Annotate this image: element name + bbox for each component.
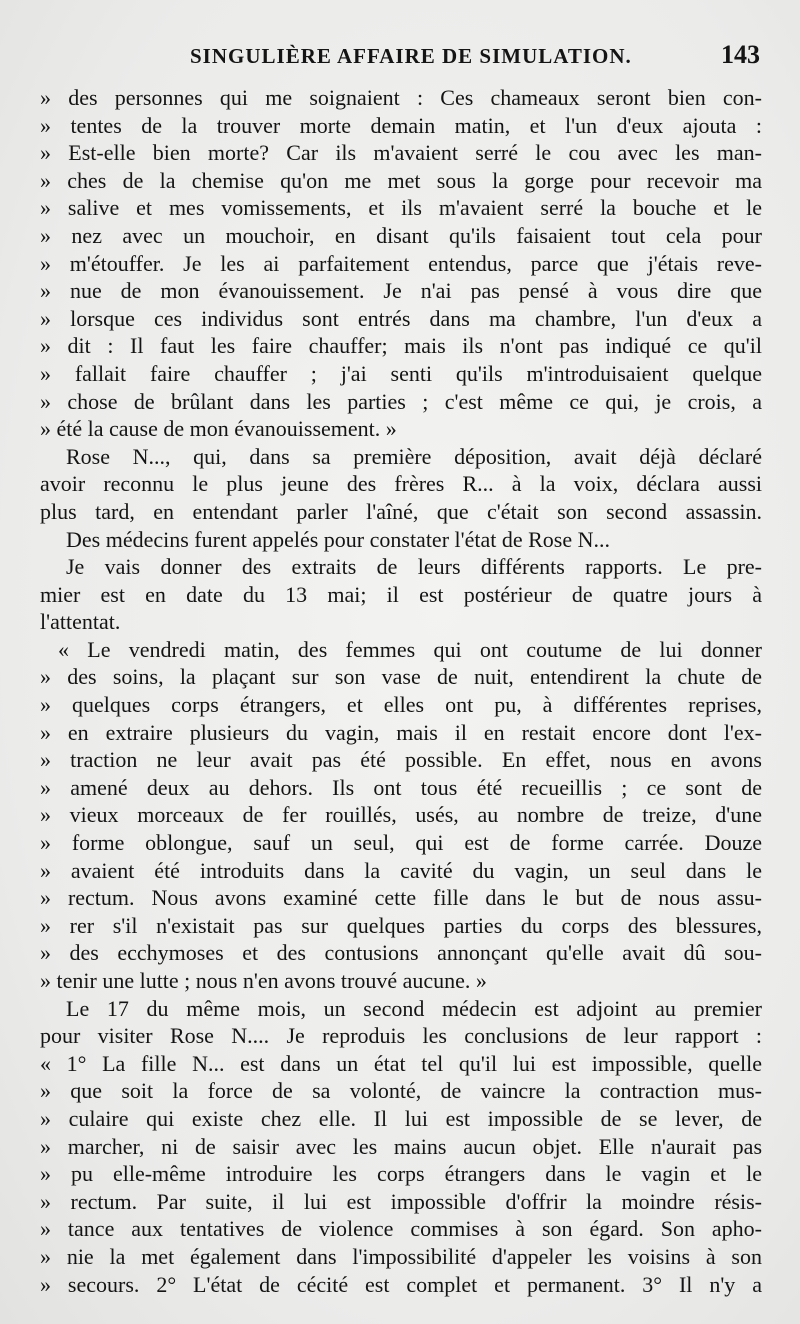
text-line: plus tard, en entendant parler l'aîné, que c'était son second assassin. bbox=[40, 498, 762, 524]
text-line: » nez avec un mouchoir, en disant qu'ils faisaient tout cela pour bbox=[40, 222, 762, 248]
text-line: » vieux morceaux de fer rouillés, usés, au nombre de treize, d'une bbox=[40, 802, 762, 828]
text-line: » traction ne leur avait pas été possible. En effet, nous en avons bbox=[40, 747, 762, 773]
text-line: mier est en date du 13 mai; il est postérieur de quatre jours à bbox=[40, 581, 762, 607]
text-line: » des soins, la plaçant sur son vase de nuit, entendirent la chute de bbox=[40, 664, 762, 690]
text-line: » chose de brûlant dans les parties ; c'est même ce qui, je crois, a bbox=[40, 388, 762, 414]
text-line: » tance aux tentatives de violence commises à son égard. Son apho- bbox=[40, 1216, 762, 1242]
text-line: » tentes de la trouver morte demain matin, et l'un d'eux ajouta : bbox=[40, 112, 762, 138]
text-line: » nue de mon évanouissement. Je n'ai pas pensé à vous dire que bbox=[40, 278, 762, 304]
text-line: Le 17 du même mois, un second médecin est adjoint au premier bbox=[66, 995, 762, 1021]
text-line: » culaire qui existe chez elle. Il lui est impossible de se lever, de bbox=[40, 1105, 762, 1131]
text-line: l'attentat. bbox=[40, 609, 121, 635]
page-number: 143 bbox=[721, 40, 760, 69]
text-line: » rer s'il n'existait pas sur quelques parties du corps des blessures, bbox=[40, 912, 762, 938]
text-line: » secours. 2° L'état de cécité est complet et permanent. 3° Il n'y a bbox=[40, 1271, 762, 1297]
text-line: » dit : Il faut les faire chauffer; mais ils n'ont pas indiqué ce qu'il bbox=[40, 333, 762, 359]
text-line: » m'étouffer. Je les ai parfaitement entendus, parce que j'étais reve- bbox=[40, 250, 762, 276]
text-line: » rectum. Nous avons examiné cette fille dans le but de nous assu- bbox=[40, 885, 762, 911]
body-text bbox=[40, 84, 762, 1298]
text-line: » amené deux au dehors. Ils ont tous été recueillis ; ce sont de bbox=[40, 774, 762, 800]
text-line: » des ecchymoses et des contusions annonçant qu'elle avait dû sou- bbox=[40, 940, 762, 966]
text-line: pour visiter Rose N.... Je reproduis les conclusions de leur rapport : bbox=[40, 1023, 762, 1049]
text-line: » tenir une lutte ; nous n'en avons trouvé aucune. » bbox=[40, 968, 487, 993]
text-line: » quelques corps étrangers, et elles ont pu, à différentes reprises, bbox=[40, 692, 762, 718]
text-line: » que soit la force de sa volonté, de vaincre la contraction mus- bbox=[40, 1078, 762, 1104]
text-line: « 1° La fille N... est dans un état tel qu'il lui est impossible, quelle bbox=[40, 1050, 762, 1076]
page-header bbox=[40, 40, 760, 76]
text-line: » lorsque ces individus sont entrés dans ma chambre, l'un d'eux a bbox=[40, 305, 762, 331]
text-line: » pu elle-même introduire les corps étrangers dans le vagin et le bbox=[40, 1161, 762, 1187]
text-line: » en extraire plusieurs du vagin, mais il en restait encore dont l'ex- bbox=[40, 719, 762, 745]
text-line: » ches de la chemise qu'on me met sous la gorge pour recevoir ma bbox=[40, 167, 762, 193]
text-line: Des médecins furent appelés pour constater l'état de Rose N... bbox=[66, 526, 611, 552]
text-line: » marcher, ni de saisir avec les mains aucun objet. Elle n'aurait pas bbox=[40, 1133, 762, 1159]
text-line: » fallait faire chauffer ; j'ai senti qu'ils m'introduisaient quelque bbox=[40, 360, 762, 386]
text-line: « Le vendredi matin, des femmes qui ont coutume de lui donner bbox=[58, 636, 762, 662]
running-title: SINGULIÈRE AFFAIRE DE SIMULATION. bbox=[190, 44, 632, 68]
text-line: » forme oblongue, sauf un seul, qui est de forme carrée. Douze bbox=[40, 830, 762, 856]
text-line: » été la cause de mon évanouissement. » bbox=[40, 416, 397, 442]
text-line: » nie la met également dans l'impossibilité d'appeler les voisins à son bbox=[40, 1243, 762, 1269]
text-line: » salive et mes vomissements, et ils m'avaient serré la bouche et le bbox=[40, 195, 762, 221]
text-line: » des personnes qui me soignaient : Ces chameaux seront bien con- bbox=[40, 85, 762, 110]
text-line: » avaient été introduits dans la cavité du vagin, un seul dans le bbox=[40, 857, 762, 883]
text-line: Rose N..., qui, dans sa première déposition, avait déjà déclaré bbox=[66, 443, 762, 469]
text-line: avoir reconnu le plus jeune des frères R... à la voix, déclara aussi bbox=[40, 471, 762, 497]
text-line: » Est-elle bien morte? Car ils m'avaient serré le cou avec les man- bbox=[40, 140, 762, 166]
text-line: » rectum. Par suite, il lui est impossible d'offrir la moindre résis- bbox=[40, 1188, 762, 1214]
text-line: Je vais donner des extraits de leurs différents rapports. Le pre- bbox=[66, 554, 762, 580]
